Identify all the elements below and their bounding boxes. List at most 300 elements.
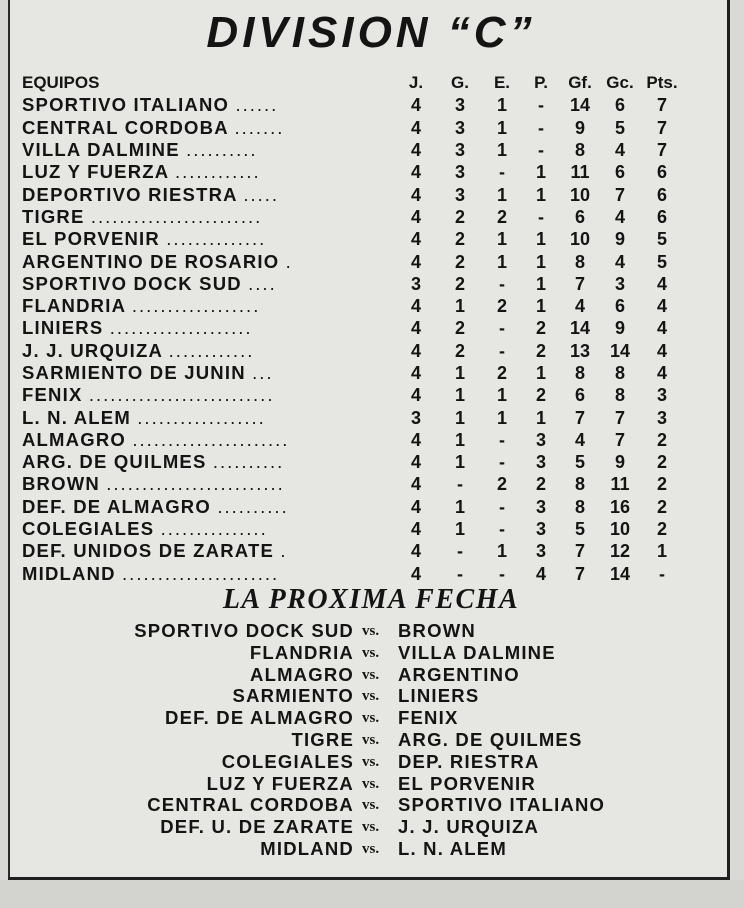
away-team: FENIX [398,707,459,729]
table-row [22,384,684,406]
points-cell: 3 [656,385,667,406]
versus-label: vs. [362,753,380,770]
drawn-cell: - [499,162,505,183]
fixture-row [10,751,732,773]
team-cell [22,496,394,518]
won-cell: 1 [454,429,465,450]
lost-cell: 1 [535,363,546,383]
goals-for-cell: 7 [574,563,585,584]
lost-cell: 1 [535,273,546,294]
table-row [22,340,684,362]
header-drawn: E. [493,73,511,93]
team-cell [22,206,394,228]
team-name: DEF. DE ALMAGRO [22,495,211,517]
points-cell: 1 [656,541,667,562]
lost-cell: 4 [535,563,546,584]
won-cell: 2 [454,273,465,294]
goals-against-cell: 11 [610,474,630,495]
dot-leader: .............. [166,228,267,250]
played-cell: 4 [410,117,421,138]
dot-leader: .......... [217,495,289,517]
away-team: VILLA DALMINE [398,641,556,663]
team-cell [22,473,394,495]
goals-against-cell: 14 [609,340,631,361]
goals-against-cell: 9 [614,318,625,339]
away-team: BROWN [398,620,476,641]
won-cell: 1 [454,519,465,540]
drawn-cell: - [499,318,505,339]
fixture-row [10,773,732,795]
team-name: MIDLAND [22,562,116,584]
fixture-row [10,794,732,816]
header-won: G. [451,73,469,93]
goals-for-cell: 6 [574,385,585,406]
dot-leader: .................. [137,406,266,428]
lost-cell: - [538,117,544,138]
lost-cell: 2 [535,385,546,406]
goals-against-cell: 3 [614,273,625,294]
versus-label: vs. [362,731,380,748]
goals-against-cell: 9 [614,229,625,250]
team-cell [22,228,394,250]
won-cell: 1 [454,407,465,428]
home-team: LUZ Y FUERZA [206,772,354,794]
played-cell: 4 [410,318,421,339]
drawn-cell: 1 [496,95,507,116]
table-row [22,228,684,250]
won-cell: 2 [454,251,465,272]
drawn-cell: 2 [496,363,507,383]
team-cell [22,563,394,585]
played-cell: 4 [410,162,421,183]
dot-leader: .......... [186,139,258,161]
played-cell: 3 [410,273,421,294]
dot-leader: ............... [160,518,268,540]
goals-for-cell: 8 [574,140,585,161]
home-team: DEF. DE ALMAGRO [165,707,354,729]
played-cell: 4 [410,519,421,540]
table-row [22,295,684,317]
table-row [22,563,684,585]
dot-leader: ......................... [106,473,285,495]
table-row [22,183,684,205]
won-cell: 2 [454,229,465,250]
away-team: L. N. ALEM [398,837,507,859]
home-team: SPORTIVO DOCK SUD [134,620,354,641]
next-round-title: LA PROXIMA FECHA [222,584,520,615]
team-name: SARMIENTO DE JUNIN [22,362,246,383]
versus-label: vs. [362,819,380,836]
played-cell: 4 [410,496,421,517]
won-cell: - [457,563,463,584]
goals-against-cell: 12 [609,541,631,562]
team-name: L. N. ALEM [22,406,131,428]
fixture-row [10,816,732,838]
points-cell: 5 [656,229,667,250]
lost-cell: 3 [535,429,546,450]
won-cell: 3 [454,117,465,138]
lost-cell: 3 [535,496,546,517]
header-goals-for: Gf. [568,73,592,93]
dot-leader: .... [248,272,277,294]
team-name: TIGRE [22,205,85,227]
goals-against-cell: 5 [614,117,625,138]
newspaper-clipping [8,0,730,880]
points-cell: 5 [656,251,667,272]
team-name: SPORTIVO DOCK SUD [22,272,242,294]
drawn-cell: 1 [496,229,507,250]
drawn-cell: - [499,273,505,294]
goals-for-cell: 10 [569,229,591,250]
goals-for-cell: 4 [574,429,585,450]
goals-for-cell: 8 [574,474,585,495]
played-cell: 4 [410,452,421,473]
won-cell: 1 [454,385,465,406]
played-cell: 3 [410,407,421,428]
dot-leader: . [280,540,288,562]
points-cell: 2 [656,496,667,517]
drawn-cell: - [499,496,505,517]
points-cell: 2 [656,474,667,495]
division-title: DIVISION “C” [206,8,536,57]
goals-for-cell: 7 [574,407,585,428]
points-cell: 4 [656,318,667,339]
standings-header-row [22,72,684,94]
table-row [22,317,684,339]
goals-for-cell: 14 [569,95,591,116]
home-team: TIGRE [291,728,354,750]
goals-against-cell: 7 [614,429,625,450]
played-cell: 4 [410,541,421,562]
lost-cell: - [538,140,544,161]
played-cell: 4 [410,184,421,205]
team-cell [22,183,394,205]
dot-leader: .......................... [88,384,275,406]
header-team: EQUIPOS [22,73,100,93]
away-team: DEP. RIESTRA [398,750,540,772]
table-row [22,94,684,116]
team-name: J. J. URQUIZA [22,339,163,361]
dot-leader: ........................ [90,205,263,227]
drawn-cell: - [499,563,505,584]
lost-cell: 1 [535,184,546,205]
team-cell [22,117,394,139]
won-cell: 3 [454,95,465,116]
team-cell [22,340,394,362]
home-team: FLANDRIA [249,641,354,663]
team-name: BROWN [22,473,100,495]
team-cell [22,250,394,272]
dot-leader: ...................... [132,428,290,450]
lost-cell: 1 [535,229,546,250]
home-team: CENTRAL CORDOBA [147,794,354,816]
team-cell [22,94,394,116]
goals-against-cell: 8 [614,363,625,383]
page-background-strip [0,880,744,908]
table-row [22,117,684,139]
fixture-row [10,620,732,642]
versus-label: vs. [362,840,380,857]
team-cell [22,295,394,317]
team-cell [22,317,394,339]
fixtures-list [10,620,732,860]
versus-label: vs. [362,797,380,814]
goals-for-cell: 10 [569,184,591,205]
fixture-row [10,838,732,860]
won-cell: 2 [454,206,465,227]
versus-label: vs. [362,623,380,639]
played-cell: 4 [410,474,421,495]
dot-leader: .......... [212,451,285,473]
lost-cell: 2 [535,340,546,361]
drawn-cell: - [499,429,505,450]
dot-leader: .................. [131,295,261,317]
goals-against-cell: 8 [614,385,625,406]
team-cell [22,362,394,384]
away-team: J. J. URQUIZA [398,816,540,838]
lost-cell: 1 [535,407,546,428]
drawn-cell: 1 [496,541,507,562]
goals-for-cell: 7 [574,541,585,562]
lost-cell: - [538,95,544,116]
team-name: LINIERS [22,317,104,339]
team-name: ARG. DE QUILMES [22,451,207,473]
table-row [22,429,684,451]
goals-against-cell: 7 [614,184,625,205]
drawn-cell: 1 [496,140,507,161]
header-goals-against: Gc. [606,73,634,93]
table-row [22,406,684,428]
dot-leader: ...................... [122,562,280,584]
played-cell: 4 [410,385,421,406]
won-cell: 3 [454,184,465,205]
drawn-cell: 1 [496,385,507,406]
table-row [22,273,684,295]
dot-leader: ... [252,362,274,383]
won-cell: 1 [454,363,465,383]
home-team: DEF. U. DE ZARATE [160,816,354,838]
team-cell [22,540,394,562]
drawn-cell: 2 [496,206,507,227]
points-cell: 6 [656,162,667,183]
dot-leader: ....... [234,116,285,138]
lost-cell: - [538,206,544,227]
versus-label: vs. [362,666,380,683]
team-cell [22,139,394,161]
played-cell: 4 [410,340,421,361]
lost-cell: 3 [535,541,546,562]
points-cell: 4 [656,273,667,294]
goals-for-cell: 6 [574,206,585,227]
goals-for-cell: 7 [574,273,585,294]
goals-for-cell: 4 [574,296,585,317]
won-cell: - [457,541,463,562]
won-cell: 1 [454,452,465,473]
team-name: COLEGIALES [22,518,155,540]
team-name: VILLA DALMINE [22,139,180,161]
goals-for-cell: 13 [569,340,591,361]
dot-leader: . [285,250,293,272]
dot-leader: ............ [168,339,255,361]
won-cell: 2 [454,318,465,339]
points-cell: 4 [656,340,667,361]
versus-label: vs. [362,775,380,792]
fixture-row [10,685,732,707]
played-cell: 4 [410,296,421,317]
points-cell: 4 [656,363,667,383]
goals-for-cell: 8 [574,496,585,517]
home-team: ALMAGRO [250,663,354,685]
team-name: LUZ Y FUERZA [22,161,169,183]
lost-cell: 3 [535,452,546,473]
goals-for-cell: 5 [574,519,585,540]
team-cell [22,384,394,406]
goals-against-cell: 14 [609,563,631,584]
header-played: J. [408,73,424,93]
versus-label: vs. [362,688,380,705]
lost-cell: 1 [535,251,546,272]
goals-against-cell: 6 [614,95,625,116]
team-name: FENIX [22,384,83,406]
fixture-row [10,642,732,664]
goals-for-cell: 8 [574,251,585,272]
away-team: SPORTIVO ITALIANO [398,794,606,816]
lost-cell: 1 [535,296,546,317]
team-cell [22,161,394,183]
goals-against-cell: 16 [609,496,631,517]
lost-cell: 1 [535,162,546,183]
team-cell [22,406,394,428]
drawn-cell: 1 [496,117,507,138]
team-name: CENTRAL CORDOBA [22,116,229,138]
fixture-row [10,729,732,751]
points-cell: 7 [656,95,667,116]
table-row [22,362,684,384]
header-points: Pts. [646,73,678,93]
won-cell: 1 [454,496,465,517]
lost-cell: 2 [535,318,546,339]
table-row [22,473,684,495]
dot-leader: ............ [175,161,261,183]
drawn-cell: - [499,519,505,540]
table-row [22,540,684,562]
won-cell: 1 [454,296,465,317]
fixture-row [10,707,732,729]
away-team: LINIERS [398,685,480,707]
table-row [22,206,684,228]
played-cell: 4 [410,251,421,272]
won-cell: - [457,474,463,495]
played-cell: 4 [410,140,421,161]
home-team: SARMIENTO [232,685,354,707]
points-cell: - [659,563,665,584]
drawn-cell: 1 [496,251,507,272]
table-row [22,139,684,161]
won-cell: 3 [454,140,465,161]
points-cell: 3 [656,407,667,428]
points-cell: 7 [656,140,667,161]
team-name: ARGENTINO DE ROSARIO [22,250,280,272]
dot-leader: ...... [235,94,279,116]
goals-for-cell: 9 [574,117,585,138]
team-cell [22,273,394,295]
team-name: DEPORTIVO RIESTRA [22,183,238,205]
versus-label: vs. [362,710,380,727]
goals-against-cell: 9 [614,452,625,473]
goals-for-cell: 14 [569,318,591,339]
goals-against-cell: 4 [614,251,625,272]
home-team: MIDLAND [260,837,354,859]
drawn-cell: - [499,340,505,361]
points-cell: 7 [656,117,667,138]
table-row [22,250,684,272]
team-name: EL PORVENIR [22,228,160,250]
table-row [22,451,684,473]
team-cell [22,429,394,451]
drawn-cell: 2 [496,296,507,317]
away-team: EL PORVENIR [398,772,536,794]
drawn-cell: 1 [496,407,507,428]
fixture-row [10,664,732,686]
goals-for-cell: 11 [570,162,590,183]
played-cell: 4 [410,563,421,584]
table-row [22,496,684,518]
team-name: FLANDRIA [22,295,126,317]
played-cell: 4 [410,206,421,227]
points-cell: 2 [656,452,667,473]
goals-for-cell: 5 [574,452,585,473]
team-cell [22,451,394,473]
points-cell: 2 [656,519,667,540]
goals-against-cell: 6 [614,296,625,317]
table-row [22,518,684,540]
drawn-cell: 1 [496,184,507,205]
goals-against-cell: 6 [614,162,625,183]
header-lost: P. [534,73,548,93]
team-cell [22,518,394,540]
team-name: ALMAGRO [22,428,126,450]
goals-for-cell: 8 [574,363,585,383]
played-cell: 4 [410,95,421,116]
won-cell: 2 [454,340,465,361]
goals-against-cell: 4 [614,206,625,227]
goals-against-cell: 10 [609,519,631,540]
goals-against-cell: 4 [614,140,625,161]
versus-label: vs. [362,644,380,661]
won-cell: 3 [454,162,465,183]
away-team: ARGENTINO [398,663,520,685]
goals-against-cell: 7 [614,407,625,428]
dot-leader: ..... [243,183,280,205]
standings-table [22,72,684,585]
played-cell: 4 [410,363,421,383]
dot-leader: .................... [109,317,253,339]
team-name: SPORTIVO ITALIANO [22,94,230,116]
points-cell: 4 [656,296,667,317]
points-cell: 2 [656,429,667,450]
away-team: ARG. DE QUILMES [398,728,583,750]
points-cell: 6 [656,206,667,227]
drawn-cell: 2 [496,474,507,495]
lost-cell: 3 [535,519,546,540]
standings-body [22,94,684,585]
home-team: COLEGIALES [221,750,354,772]
drawn-cell: - [499,452,505,473]
points-cell: 6 [656,184,667,205]
lost-cell: 2 [535,474,546,495]
team-name: DEF. UNIDOS DE ZARATE [22,540,275,562]
played-cell: 4 [410,429,421,450]
